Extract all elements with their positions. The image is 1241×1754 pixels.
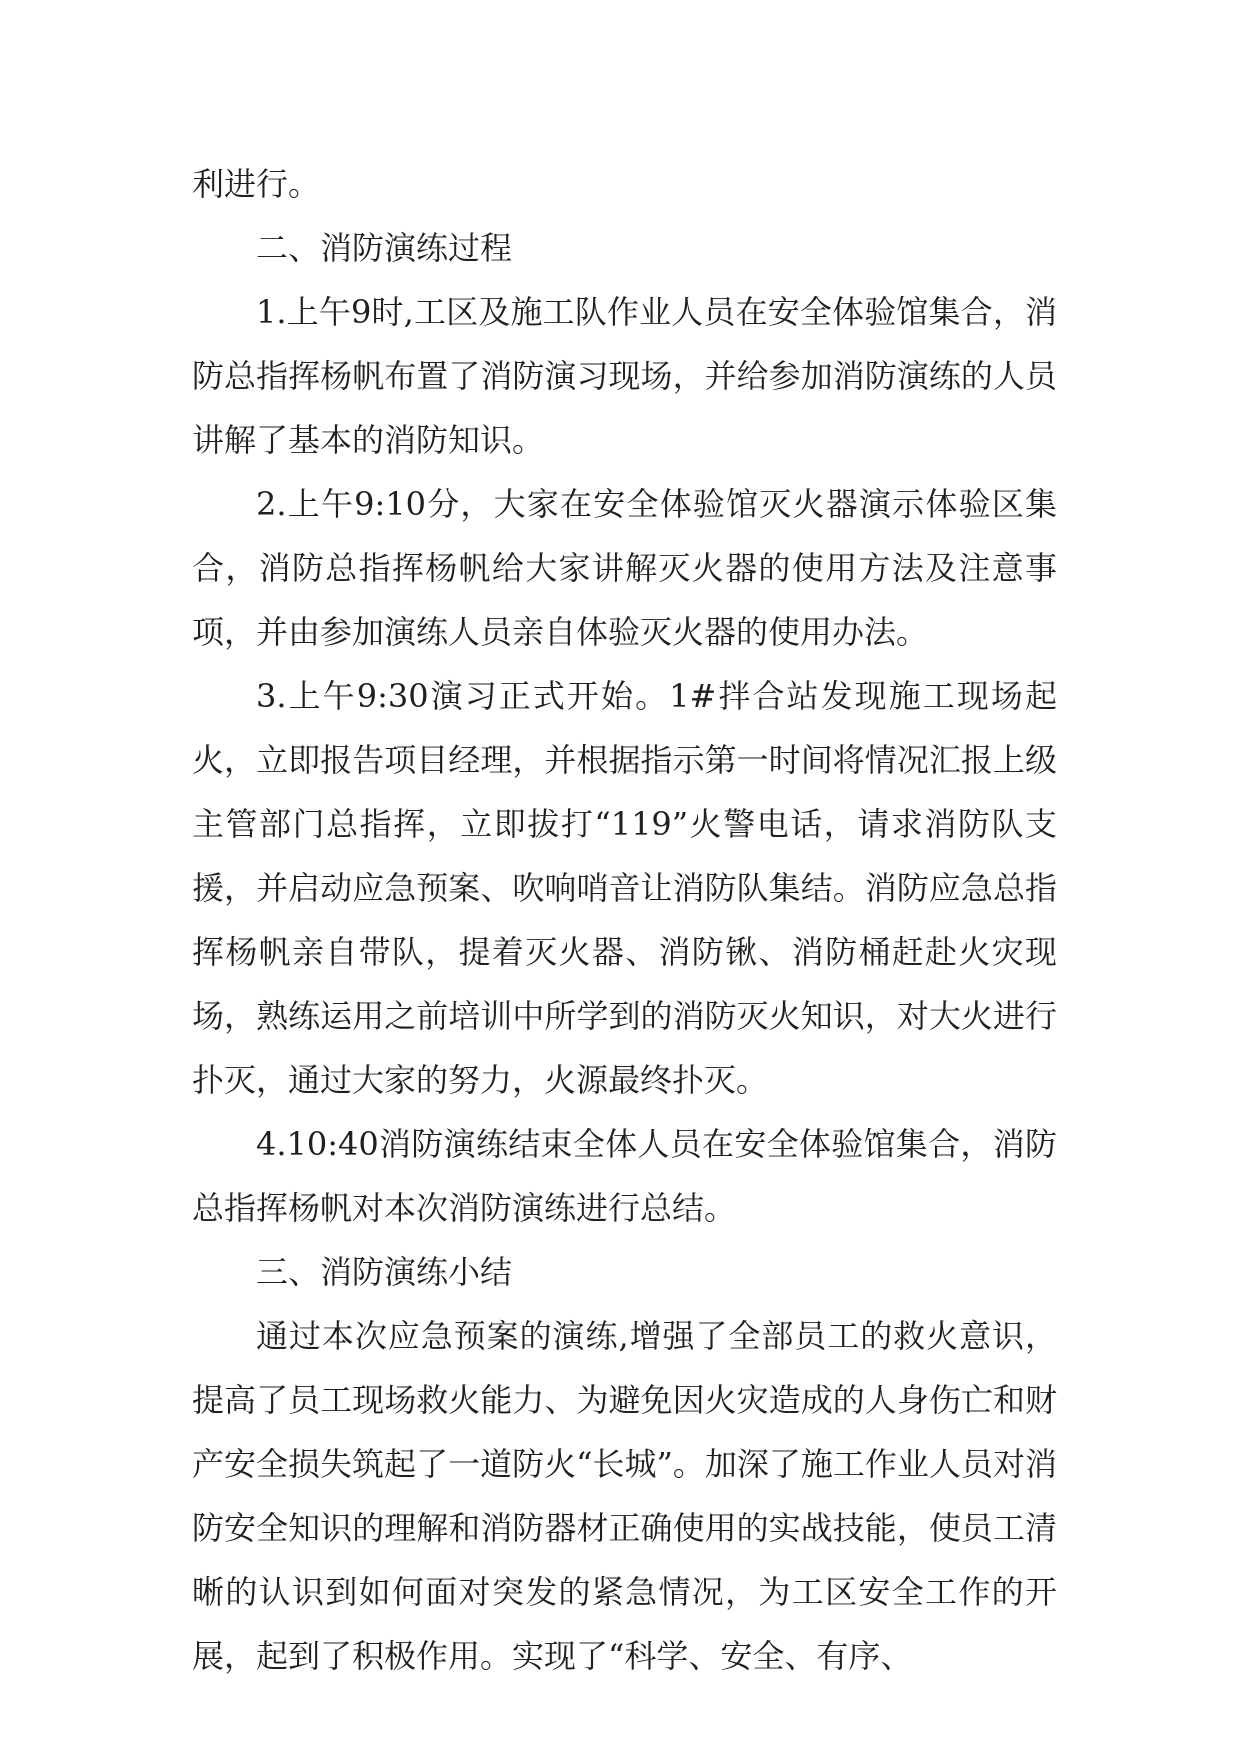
document-body [192,152,1057,1688]
process-step-2: 2.上午9:10分，大家在安全体验馆灭火器演示体验区集合，消防总指挥杨帆给大家讲解灭火器的使用方法及注意事项，并由参加演练人员亲自体验灭火器的使用办法。 [192,485,1057,651]
section-heading-summary: 三、消防演练小结 [256,1253,513,1291]
summary-paragraph: 通过本次应急预案的演练,增强了全部员工的救火意识，提高了员工现场救火能力、为避免因火灾造成的人身伤亡和财产安全损失筑起了一道防火“长城”。加深了施工作业人员对消防安全知识的理解和消防器材正确使用的实战技能，使员工清晰的认识到如何面对突发的紧急情况，为工区安全工作的开展，起到了积极作用。实现了“科学、安全、有序、 [192,1317,1057,1675]
process-step-3: 3.上午9:30演习正式开始。1#拌合站发现施工现场起火，立即报告项目经理，并根据指示第一时间将情况汇报上级主管部门总指挥，立即拔打“119”火警电话，请求消防队支援，并启动应急预案、吹响哨音让消防队集结。消防应急总指挥杨帆亲自带队，提着灭火器、消防锹、消防桶赶赴火灾现场，熟练运用之前培训中所学到的消防灭火知识，对大火进行扑灭，通过大家的努力，火源最终扑灭。 [192,677,1057,1099]
process-step-4: 4.10:40消防演练结束全体人员在安全体验馆集合，消防总指挥杨帆对本次消防演练进行总结。 [192,1125,1057,1227]
section-heading-process: 二、消防演练过程 [256,229,513,267]
continuation-text: 利进行。 [192,165,321,203]
process-step-1: 1.上午9时,工区及施工队作业人员在安全体验馆集合，消防总指挥杨帆布置了消防演习现场，并给参加消防演练的人员讲解了基本的消防知识。 [192,293,1057,459]
